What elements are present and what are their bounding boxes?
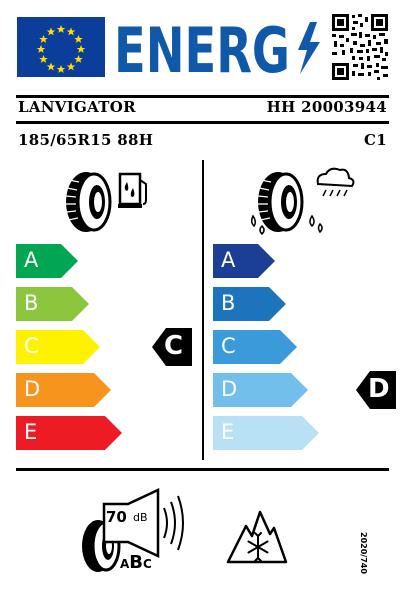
wet-class-e	[213, 416, 319, 450]
supplier-name: LANVIGATOR	[18, 98, 136, 116]
column-divider	[202, 160, 204, 460]
fuel-class-b-label: B	[24, 291, 39, 315]
energy-word-text: ENERG	[114, 14, 290, 87]
lightning-icon	[298, 22, 320, 74]
tyre-size: 185/65R15 88H	[18, 131, 154, 149]
fuel-class-d-label: D	[24, 377, 41, 401]
fuel-rating-value: C	[164, 331, 184, 361]
wet-class-a	[213, 244, 275, 278]
wet-class-b-label: B	[221, 291, 236, 315]
bottom-rule	[16, 468, 389, 471]
fuel-rating-marker	[152, 328, 192, 366]
fuel-class-c-label: C	[24, 334, 39, 358]
fuel-class-c	[16, 330, 100, 364]
noise-class-scale	[120, 552, 152, 573]
noise-class-c: C	[143, 557, 152, 571]
wet-class-d	[213, 373, 308, 407]
wet-rating-value: D	[368, 374, 390, 404]
regulation-number: 2020/740	[359, 532, 368, 574]
three-peak-snowflake-icon	[224, 506, 290, 566]
tyre-class: C1	[364, 131, 387, 149]
noise-class-a: A	[120, 557, 130, 571]
wet-class-c	[213, 330, 297, 364]
fuel-class-e-label: E	[24, 420, 38, 444]
noise-class-b: B	[129, 552, 144, 573]
qr-code-icon[interactable]	[332, 14, 388, 80]
tyre-type-id: HH 20003944	[266, 98, 387, 116]
wet-class-b	[213, 287, 286, 321]
noise-db-value: 70	[106, 508, 127, 526]
energy-wordmark	[114, 14, 324, 87]
wet-class-a-label: A	[221, 248, 236, 272]
fuel-class-a-label: A	[24, 248, 39, 272]
wet-rating-marker	[356, 371, 396, 409]
fuel-class-e	[16, 416, 122, 450]
eu-flag-icon	[17, 17, 105, 77]
fuel-class-d	[16, 373, 111, 407]
noise-db-unit: dB	[133, 511, 148, 524]
wet-class-c-label: C	[221, 334, 236, 358]
wet-class-e-label: E	[221, 420, 235, 444]
fuel-pump-tyre-icon	[60, 166, 152, 236]
fuel-class-b	[16, 287, 89, 321]
rain-cloud-tyre-icon	[248, 166, 358, 236]
supplier-rule	[16, 121, 389, 124]
fuel-class-a	[16, 244, 78, 278]
wet-class-d-label: D	[221, 377, 238, 401]
